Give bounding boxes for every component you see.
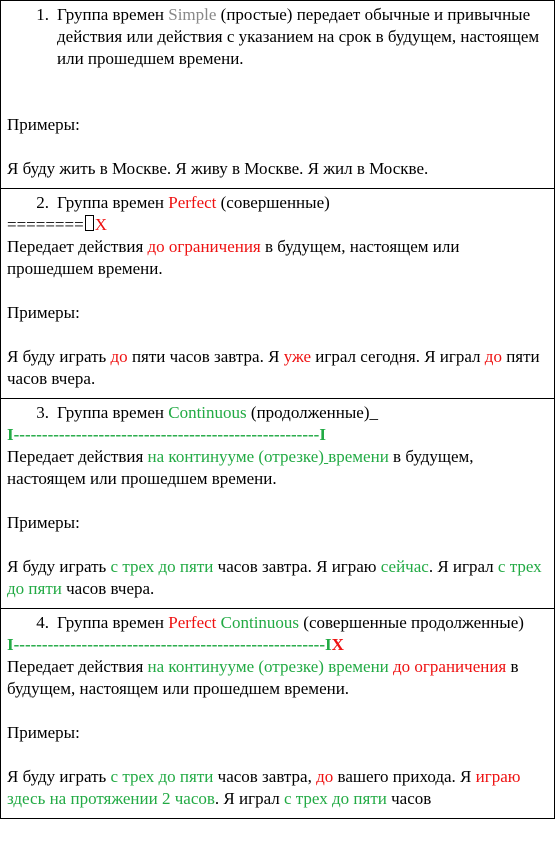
section-perfect-continuous (0, 609, 555, 819)
heading-text (57, 4, 548, 70)
list-number: 4. (36, 613, 49, 632)
timeline-diagram (7, 214, 548, 236)
description-text: Передает действия до ограничения в будущем, настоящем или прошедшем времени. (7, 237, 460, 278)
heading-part: (совершенные продолженные) (299, 613, 524, 632)
list-number: 1. (36, 5, 49, 24)
timeline-diagram: I------------------------------------------------------I (7, 425, 326, 444)
section-simple (0, 0, 555, 189)
heading-part: Группа времен (57, 613, 169, 632)
tense-name-simple: Simple (168, 5, 217, 24)
examples-label: Примеры: (7, 115, 80, 134)
tense-name-perfect: Perfect (168, 613, 217, 632)
section-perfect (0, 189, 555, 399)
box-glyph-icon (85, 215, 94, 231)
tense-name-perfect: Perfect (168, 193, 217, 212)
example-text: Я буду жить в Москве. Я живу в Москве. Я жил в Москве. (7, 159, 429, 178)
examples-label: Примеры: (7, 723, 80, 742)
description-text: Передает действия на континууме (отрезке) времени до ограничения в будущем, настоящем или прошедшем времени. (7, 657, 519, 698)
heading-part: (совершенные) (216, 193, 330, 212)
heading-part: (простые) передает обычные и привычные действия или действия с указанием на срок в будущем, настоящем или прошедшем времени. (57, 5, 540, 68)
example-text: Я буду играть до пяти часов завтра. Я уже играл сегодня. Я играл до пяти часов вчера. (7, 347, 540, 388)
section-heading (7, 192, 548, 214)
limit-mark: X (94, 215, 107, 234)
tense-name-continuous: Continuous (168, 403, 247, 422)
timeline-line: ======== (7, 215, 84, 234)
heading-part: (продолженные) (246, 403, 370, 422)
description-text: Передает действия на континууме (отрезке) времени в будущем, настоящем или прошедшем времени. (7, 447, 474, 488)
heading-text (57, 402, 548, 424)
heading-part: Группа времен (57, 403, 169, 422)
examples-label: Примеры: (7, 513, 80, 532)
heading-text (57, 192, 548, 214)
list-number: 2. (36, 193, 49, 212)
section-continuous (0, 399, 555, 609)
example-text: Я буду играть с трех до пяти часов завтра, до вашего прихода. Я играю здесь на протяжении 2 часов. Я играл с трех до пяти часов (7, 767, 521, 808)
example-text: Я буду играть с трех до пяти часов завтра. Я играю сейчас. Я играл с трех до пяти часов вчера. (7, 557, 542, 598)
timeline-diagram (7, 634, 548, 656)
examples-label: Примеры: (7, 303, 80, 322)
timeline-line: I-------------------------------------------------------I (7, 635, 332, 654)
limit-mark: X (331, 635, 344, 654)
section-heading (7, 4, 548, 70)
tense-name-continuous: Continuous (220, 613, 300, 632)
heading-part: Группа времен (57, 193, 169, 212)
section-heading (7, 612, 548, 634)
list-number: 3. (36, 403, 49, 422)
heading-part: _ (369, 403, 378, 422)
heading-text (57, 612, 548, 634)
heading-part: Группа времен (57, 5, 169, 24)
section-heading (7, 402, 548, 424)
